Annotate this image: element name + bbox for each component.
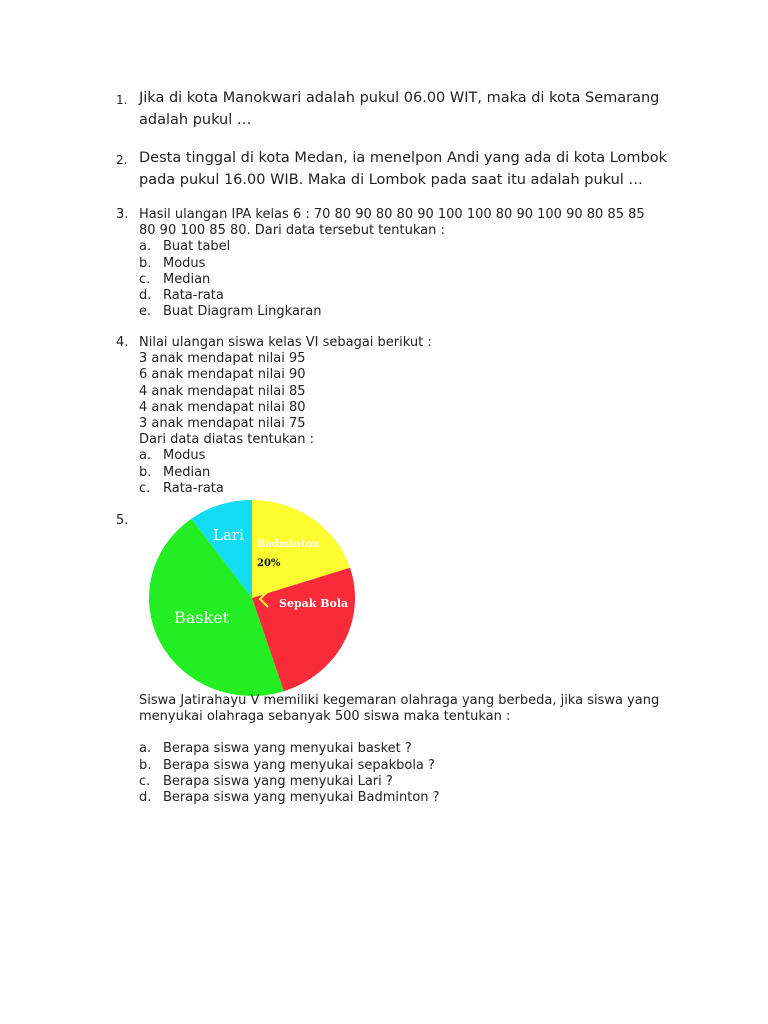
option-item [139, 288, 699, 304]
option-mark: e. [139, 304, 152, 320]
question-line: Desta tinggal di kota Medan, ia menelpon Andi yang ada di kota Lombok [139, 150, 668, 166]
question-line: 4 anak mendapat nilai 85 [139, 383, 306, 399]
option-mark: c. [139, 271, 151, 287]
option-item [139, 448, 699, 464]
option-mark: d. [139, 790, 152, 806]
question-number: 5. [116, 513, 129, 528]
option-mark: a. [139, 448, 152, 464]
option-item [139, 758, 699, 774]
question-line: Siswa Jatirahayu V memiliki kegemaran olahraga yang berbeda, jika siswa yang [139, 693, 660, 708]
option-list [139, 448, 699, 497]
question-number: 1. [116, 93, 128, 107]
question-text [139, 207, 699, 320]
option-mark: b. [139, 757, 152, 773]
option-text: Berapa siswa yang menyukai Badminton ? [163, 790, 440, 806]
option-text: Rata-rata [163, 480, 224, 496]
option-item [139, 741, 699, 757]
option-item [139, 774, 699, 790]
slice-label-sepak-bola: Sepak Bola [279, 597, 349, 610]
question-line: 6 anak mendapat nilai 90 [139, 367, 306, 383]
option-text: Buat tabel [163, 239, 231, 255]
question-text [139, 147, 699, 191]
option-mark: a. [139, 239, 152, 255]
question-line: 4 anak mendapat nilai 80 [139, 399, 306, 415]
question-line: 3 anak mendapat nilai 75 [139, 416, 306, 432]
slice-label-basket: Basket [174, 608, 230, 627]
question-line: 80 90 100 85 80. Dari data tersebut tentukan : [139, 223, 445, 239]
question-number: 2. [116, 153, 128, 167]
question-number: 4. [116, 335, 129, 350]
option-text: Median [163, 271, 211, 287]
question-line: 3 anak mendapat nilai 95 [139, 351, 306, 367]
option-item [139, 481, 699, 497]
question-line: adalah pukul … [139, 112, 252, 128]
option-text: Berapa siswa yang menyukai sepakbola ? [163, 757, 435, 773]
option-text: Median [163, 464, 211, 480]
question-text [139, 693, 699, 806]
question-line: Jika di kota Manokwari adalah pukul 06.00 WIT, maka di kota Semarang [139, 90, 660, 106]
option-mark: b. [139, 255, 152, 271]
option-mark: c. [139, 773, 151, 789]
option-text: Buat Diagram Lingkaran [163, 304, 322, 320]
option-mark: a. [139, 741, 152, 757]
option-list [139, 741, 699, 806]
option-text: Berapa siswa yang menyukai Lari ? [163, 773, 393, 789]
sports-pie-chart [148, 500, 358, 700]
option-text: Berapa siswa yang menyukai basket ? [163, 741, 412, 757]
question-line: Dari data diatas tentukan : [139, 432, 314, 448]
option-item [139, 272, 699, 288]
option-item [139, 790, 699, 806]
option-mark: b. [139, 464, 152, 480]
slice-label-lari: Lari [213, 526, 244, 544]
question-line: Hasil ulangan IPA kelas 6 : 70 80 90 80 80 90 100 100 80 90 100 90 80 85 85 [139, 207, 645, 222]
option-item [139, 304, 699, 320]
slice-value-badminton: 20% [257, 558, 281, 569]
option-item [139, 256, 699, 272]
option-text: Modus [163, 448, 206, 464]
question-number: 3. [116, 207, 129, 222]
option-text: Modus [163, 255, 206, 271]
question-line: Nilai ulangan siswa kelas VI sebagai berikut : [139, 335, 432, 350]
option-mark: c. [139, 480, 151, 496]
question-line: pada pukul 16.00 WIB. Maka di Lombok pada saat itu adalah pukul … [139, 172, 643, 188]
option-item [139, 465, 699, 481]
question-text [139, 335, 699, 497]
slice-label-badminton: Badminton [257, 539, 320, 550]
question-text [139, 87, 699, 131]
option-list [139, 239, 699, 320]
option-item [139, 239, 699, 255]
option-mark: d. [139, 288, 152, 304]
question-line: menyukai olahraga sebanyak 500 siswa maka tentukan : [139, 709, 511, 725]
option-text: Rata-rata [163, 288, 224, 304]
